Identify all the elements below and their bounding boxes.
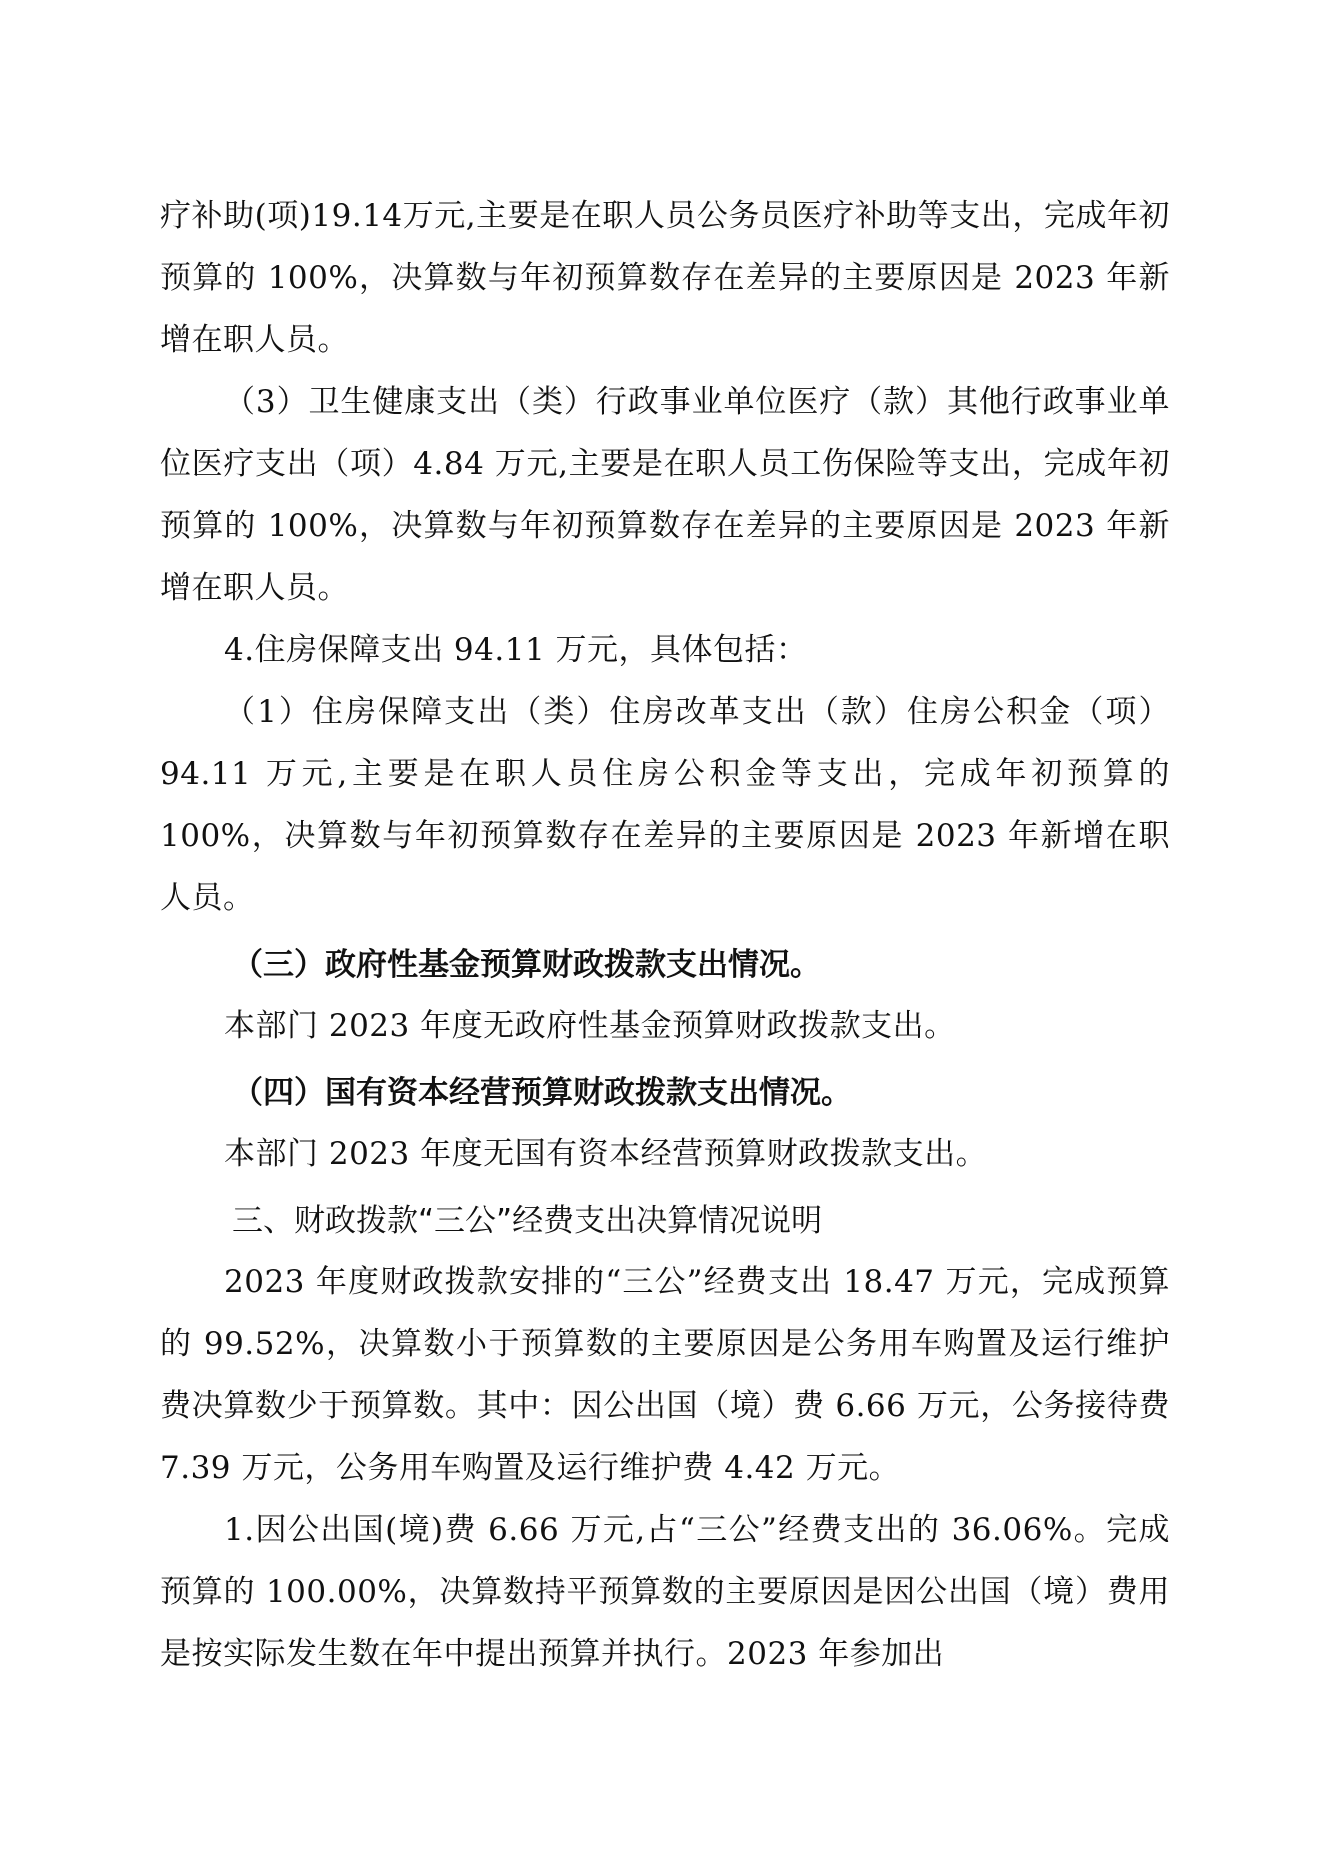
document-page [160,185,1170,1685]
paragraph-no-state-capital: 本部门 2023 年度无国有资本经营预算财政拨款支出。 [224,1136,988,1172]
section-heading-three-public: 三、财政拨款“三公”经费支出决算情况说明 [232,1203,823,1239]
paragraph-three-public-summary: 2023 年度财政拨款安排的“三公”经费支出 18.47 万元，完成预算的 99.52%，决算数小于预算数的主要原因是公务用车购置及运行维护费决算数少于预算数。其中：因公出国（境）费 6.66 万元，公务接待费 7.39 万元，公务用车购置及运行维护费 4.42 万元。 [160,1264,1170,1486]
paragraph-other-medical: （3）卫生健康支出（类）行政事业单位医疗（款）其他行政事业单位医疗支出（项）4.84 万元,主要是在职人员工伤保险等支出，完成年初预算的 100%，决算数与年初预算数存在差异的主要原因是 2023 年新增在职人员。 [160,384,1170,606]
subheading-government-fund: （三）政府性基金预算财政拨款支出情况。 [232,947,821,983]
paragraph-overseas-travel: 1.因公出国(境)费 6.66 万元,占“三公”经费支出的 36.06%。完成预算的 100.00%，决算数持平预算数的主要原因是因公出国（境）费用是按实际发生数在年中提出预算并执行。2023 年参加出 [160,1512,1170,1672]
paragraph-medical-subsidy: 疗补助(项)19.14万元,主要是在职人员公务员医疗补助等支出，完成年初预算的 100%，决算数与年初预算数存在差异的主要原因是 2023 年新增在职人员。 [160,198,1170,358]
paragraph-no-government-fund: 本部门 2023 年度无政府性基金预算财政拨款支出。 [224,1008,956,1044]
paragraph-housing-total: 4.住房保障支出 94.11 万元，具体包括： [224,632,808,668]
subheading-state-capital: （四）国有资本经营预算财政拨款支出情况。 [232,1075,852,1111]
paragraph-housing-fund: （1）住房保障支出（类）住房改革支出（款）住房公积金（项）94.11 万元,主要是在职人员住房公积金等支出，完成年初预算的 100%，决算数与年初预算数存在差异的主要原因是 2023 年新增在职人员。 [160,694,1170,916]
